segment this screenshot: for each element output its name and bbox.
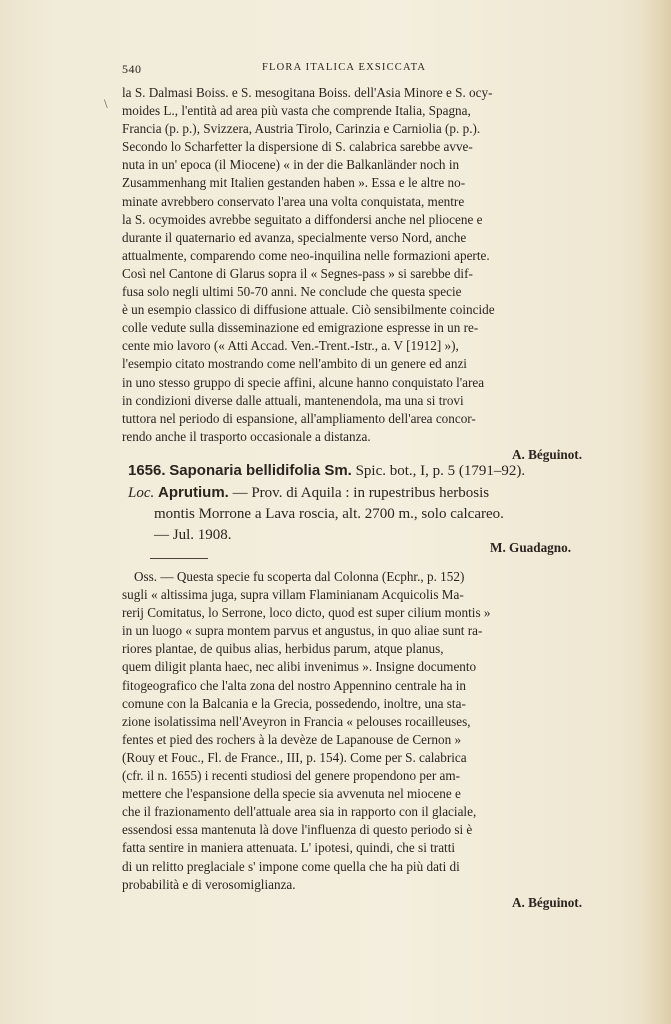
author-signature: A. Béguinot. (512, 446, 582, 462)
text-line: l'esempio citato mostrando come nell'ambito di un genere ed anzi (122, 356, 467, 372)
observation-notes (122, 568, 584, 912)
text-line: attualmente, comparendo come neo-inquilina nelle formazioni aperte. (122, 247, 490, 263)
loc-label: Loc. (128, 485, 155, 501)
text-line: Oss. — Questa specie fu scoperta dal Colonna (Ecphr., p. 152) (134, 569, 465, 584)
text-line: fentes et pied des rochers à la devèze de Lapanouse de Cernon » (122, 731, 462, 747)
text-line: moides L., l'entità ad area più vasta che comprende Italia, Spagna, (122, 103, 471, 119)
text-line: riores plantae, de quibus alias, herbidus parum, atque planus, (122, 641, 444, 657)
text-line: comune con la Balcania e la Grecia, possedendo, inoltre, una sta- (122, 695, 466, 711)
text-line: la S. Dalmasi Boiss. e S. mesogitana Boiss. dell'Asia Minore e S. ocy- (122, 85, 493, 100)
text-line: rendo anche il trasporto occasionale a distanza. (122, 428, 371, 444)
paragraph-continued (122, 84, 584, 464)
collector-name: M. Guadagno. (490, 540, 571, 555)
running-title: FLORA ITALICA EXSICCATA (262, 62, 427, 73)
specimen-entry (128, 460, 584, 546)
text-line: che il frazionamento dell'attuale area sia in rapporto con il glaciale, (122, 804, 477, 820)
page-header (122, 62, 584, 78)
text-line: probabilità e di verosomiglianza. (122, 876, 296, 892)
text-line: la S. ocymoides avrebbe seguitato a diffondersi anche nel pliocene e (122, 211, 483, 227)
text-line: (Rouy et Fouc., Fl. de France., III, p. 154). Come per S. calabrica (122, 749, 467, 765)
text-line: rerij Comitatus, lo Serrone, loco dicto, quod est super cilium montis » (122, 605, 491, 621)
text-line: in uno stesso gruppo di specie affini, alcune hanno conquistato l'area (122, 374, 485, 390)
region-name: Aprutium. (158, 484, 229, 501)
text-line: quem diligit planta haec, nec alibi invenimus ». Insigne documento (122, 659, 477, 675)
text-line: tuttora nel periodo di espansione, all'ampliamento dell'area concor- (122, 410, 476, 426)
text-line: Così nel Cantone di Glarus sopra il « Segnes-pass » si sarebbe dif- (122, 265, 473, 281)
text-line: essendosi essa mantenuta là dove l'influenza di questo periodo si è (122, 822, 473, 838)
text-line: colle vedute sulla disseminazione ed emigrazione espresse in un re- (122, 320, 479, 336)
entry-date: — Jul. 1908. (154, 527, 232, 543)
text-line: nuta in un' epoca (il Miocene) « in der die Balkanländer noch in (122, 157, 460, 173)
text-line: Zusammenhang mit Italien gestanden haben ». Essa e le altre no- (122, 175, 466, 191)
entry-heading (128, 460, 584, 482)
text-line: fatta sentire in maniera attenuata. L' ipotesi, quindi, che si tratti (122, 840, 456, 856)
text-line: durante il quaternario ed avanza, specialmente verso Nord, anche (122, 229, 467, 245)
text-line: fusa solo negli ultimi 50-70 anni. Ne conclude che questa specie (122, 284, 462, 300)
text-line: sugli « altissima juga, supra villam Flaminianam Acquicolis Ma- (122, 587, 464, 603)
text-line: (cfr. il n. 1655) i recenti studiosi del genere propendono per am- (122, 768, 461, 784)
margin-mark: \ (104, 96, 108, 111)
text-line: di un relitto preglaciale s' impone come quella che ha più dati di (122, 858, 460, 874)
page-number: 540 (122, 62, 142, 76)
text-line: fitogeografico che l'alta zona del nostro Appennino centrale ha in (122, 677, 467, 693)
page-edge-shadow (641, 0, 671, 1024)
text-line: Francia (p. p.), Svizzera, Austria Tirolo, Carinzia e Carniolia (p. p.). (122, 121, 481, 137)
text-line: mettere che l'espansione della specie sia avvenuta nel miocene e (122, 786, 461, 802)
text-line: zione isolatissima nell'Aveyron in Francia « pelouses rocailleuses, (122, 713, 471, 729)
text-line: minate avrebbero conservato l'area una volta conquistata, mentre (122, 193, 465, 209)
locality-text: — Prov. di Aquila : in rupestribus herbosis (232, 485, 490, 501)
entry-number: 1656. (128, 462, 166, 479)
entry-locality-continued: montis Morrone a Lava roscia, alt. 2700 m., solo calcareo. (154, 506, 504, 522)
text-line: è un esempio classico di diffusione attuale. Ciò sensibilmente coincide (122, 302, 495, 318)
species-name: Saponaria bellidifolia Sm. (169, 462, 352, 479)
text-line: in condizioni diverse dalle attuali, mantenendola, ma una si trovi (122, 392, 464, 408)
entry-locality (128, 482, 584, 504)
entry-citation: Spic. bot., I, p. 5 (1791–92). (355, 463, 526, 479)
text-line: Secondo lo Scharfetter la dispersione di S. calabrica sarebbe avve- (122, 139, 473, 155)
text-line: cente mio lavoro (« Atti Accad. Ven.-Trent.-Istr., a. V [1912] »), (122, 338, 459, 354)
text-line: in un luogo « supra montem parvus et angustus, in quo aliae sunt ra- (122, 623, 483, 639)
author-signature: A. Béguinot. (512, 894, 582, 910)
separator-rule (150, 558, 208, 559)
